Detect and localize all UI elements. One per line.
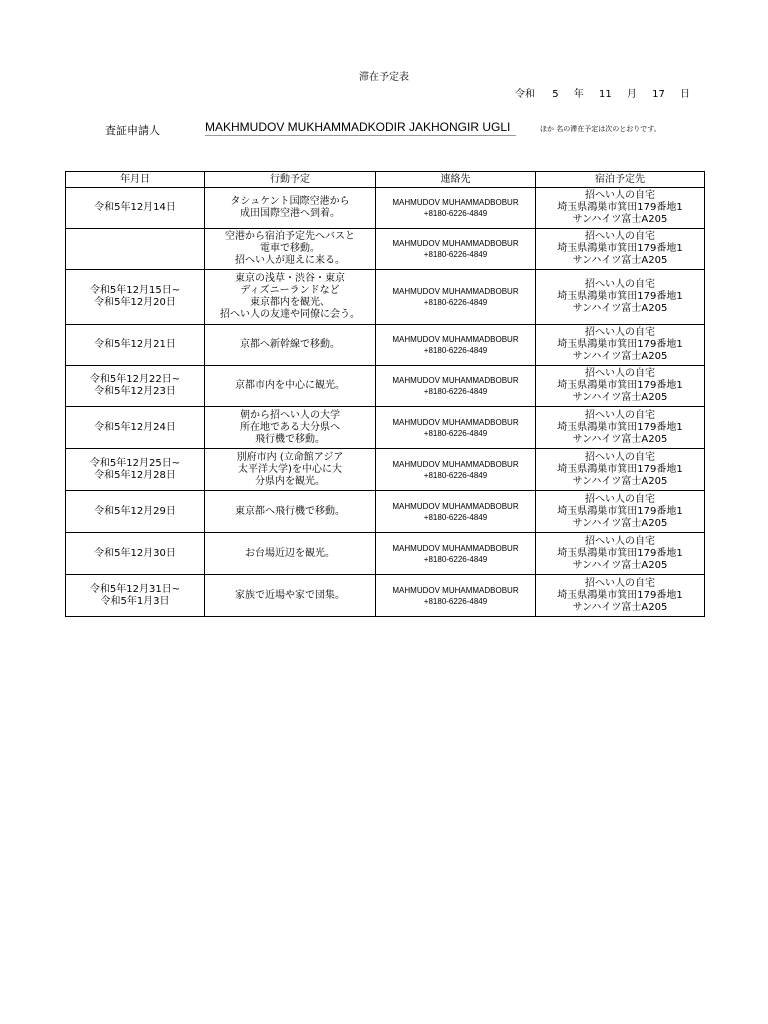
- contact-cell-line: MAHMUDOV MUHAMMADBOBUR: [392, 239, 519, 248]
- contact-cell-line: +8180-6226-4849: [423, 470, 488, 480]
- contact-cell-line: MAHMUDOV MUHAMMADBOBUR: [392, 335, 519, 344]
- lodging-cell-line: サンハイツ富士A205: [572, 303, 668, 314]
- lodging-cell-line: 招へい人の自宅: [585, 327, 655, 338]
- lodging-cell-line: サンハイツ富士A205: [572, 517, 668, 529]
- activity-cell-line: 所在地である大分県へ: [240, 421, 340, 433]
- date-cell: [66, 229, 205, 270]
- table-row: [66, 533, 705, 575]
- activity-cell-line: 朝から招へい人の大学: [240, 409, 340, 421]
- date-cell-line: 令和5年12月23日: [94, 386, 176, 397]
- date-cell-line: 令和5年12月24日: [94, 421, 176, 433]
- date-cell-line: 令和5年12月21日: [94, 339, 176, 350]
- activity-cell: [205, 325, 376, 366]
- table-row: [66, 407, 705, 449]
- lodging-cell-line: 埼玉県鴻巣市箕田179番地1: [557, 421, 683, 433]
- lodging-cell-line: 招へい人の自宅: [585, 231, 655, 242]
- contact-cell: [376, 270, 536, 325]
- lodging-cell-line: 招へい人の自宅: [585, 409, 655, 421]
- lodging-cell-line: 招へい人の自宅: [585, 451, 655, 463]
- contact-cell-line: +8180-6226-4849: [423, 428, 488, 438]
- activity-cell-line: 招へい人の友達や同僚に会う。: [220, 309, 360, 320]
- lodging-cell: [536, 366, 705, 407]
- table-row: [66, 449, 705, 491]
- contact-cell-line: MAHMUDOV MUHAMMADBOBUR: [392, 376, 519, 385]
- lodging-cell-line: 招へい人の自宅: [585, 577, 655, 589]
- schedule-body: [66, 188, 705, 617]
- activity-cell: [205, 270, 376, 325]
- contact-cell: [376, 366, 536, 407]
- contact-cell: [376, 533, 536, 575]
- activity-cell-line: 招へい人が迎えに来る。: [235, 255, 345, 266]
- contact-cell-line: +8180-6226-4849: [423, 554, 488, 564]
- activity-cell: [205, 575, 376, 617]
- header-activity: 行動予定: [205, 172, 376, 188]
- date-cell-line: 令和5年12月25日~: [89, 457, 181, 469]
- header-date: 年月日: [66, 172, 205, 188]
- lodging-cell-line: 埼玉県鴻巣市箕田179番地1: [557, 463, 683, 475]
- lodging-cell-line: サンハイツ富士A205: [572, 433, 668, 445]
- contact-cell: [376, 407, 536, 449]
- activity-cell: [205, 491, 376, 533]
- activity-cell-line: 成田国際空港へ到着。: [240, 208, 340, 219]
- date-month-unit: 月: [626, 89, 637, 100]
- activity-cell-line: 分県内を観光。: [255, 475, 325, 487]
- activity-cell: [205, 533, 376, 575]
- lodging-cell: [536, 533, 705, 575]
- contact-cell-line: MAHMUDOV MUHAMMADBOBUR: [392, 585, 519, 595]
- lodging-cell: [536, 229, 705, 270]
- schedule-table: [65, 171, 705, 617]
- activity-cell-line: 京都へ新幹線で移動。: [240, 339, 340, 350]
- table-row: [66, 491, 705, 533]
- lodging-cell-line: 埼玉県鴻巣市箕田179番地1: [557, 291, 683, 302]
- lodging-cell-line: 埼玉県鴻巣市箕田179番地1: [557, 589, 683, 601]
- contact-cell-line: MAHMUDOV MUHAMMADBOBUR: [392, 501, 519, 511]
- date-cell-line: 令和5年12月28日: [94, 469, 176, 481]
- table-row: [66, 270, 705, 325]
- applicant-name: MAKHMUDOV MUKHAMMADKODIR JAKHONGIR UGLI: [205, 120, 516, 136]
- contact-cell-line: +8180-6226-4849: [423, 298, 488, 307]
- activity-cell-line: タシュケント国際空港から: [230, 196, 350, 207]
- lodging-cell-line: サンハイツ富士A205: [572, 351, 668, 362]
- lodging-cell: [536, 188, 705, 229]
- contact-cell-line: MAHMUDOV MUHAMMADBOBUR: [392, 459, 519, 469]
- activity-cell-line: 太平洋大学)を中心に大: [238, 463, 342, 475]
- header-contact: 連絡先: [376, 172, 536, 188]
- lodging-cell-line: サンハイツ富士A205: [572, 392, 668, 403]
- date-cell-line: 令和5年12月29日: [94, 505, 176, 517]
- contact-cell: [376, 491, 536, 533]
- lodging-cell: [536, 407, 705, 449]
- lodging-cell: [536, 325, 705, 366]
- contact-cell: [376, 188, 536, 229]
- table-row: [66, 366, 705, 407]
- date-cell-line: 令和5年1月3日: [100, 595, 170, 607]
- date-cell-line: 令和5年12月15日~: [89, 285, 181, 296]
- activity-cell-line: 京都市内を中心に観光。: [235, 380, 345, 391]
- header-lodging: 宿泊予定先: [536, 172, 705, 188]
- date-cell: [66, 575, 205, 617]
- activity-cell-line: 別府市内 (立命館アジア: [236, 451, 344, 463]
- contact-cell: [376, 449, 536, 491]
- applicant-note: ほか 名の滞在予定は次のとおりです。: [540, 125, 661, 133]
- lodging-cell-line: 埼玉県鴻巣市箕田179番地1: [557, 339, 683, 350]
- lodging-cell: [536, 270, 705, 325]
- date-cell: [66, 325, 205, 366]
- contact-cell-line: MAHMUDOV MUHAMMADBOBUR: [392, 198, 519, 207]
- lodging-cell: [536, 575, 705, 617]
- contact-cell-line: MAHMUDOV MUHAMMADBOBUR: [392, 417, 519, 427]
- activity-cell-line: 空港から宿泊予定先へバスと: [225, 231, 355, 242]
- date-year-unit: 年: [573, 89, 584, 100]
- lodging-cell: [536, 491, 705, 533]
- activity-cell: [205, 366, 376, 407]
- contact-cell: [376, 575, 536, 617]
- lodging-cell-line: サンハイツ富士A205: [572, 601, 668, 613]
- contact-cell-line: +8180-6226-4849: [423, 596, 488, 606]
- activity-cell-line: 東京都へ飛行機で移動。: [235, 505, 345, 517]
- activity-cell: [205, 229, 376, 270]
- date-cell: [66, 491, 205, 533]
- contact-cell-line: +8180-6226-4849: [423, 387, 488, 396]
- lodging-cell-line: 招へい人の自宅: [585, 368, 655, 379]
- lodging-cell-line: 埼玉県鴻巣市箕田179番地1: [557, 505, 683, 517]
- table-row: [66, 188, 705, 229]
- date-cell: [66, 533, 205, 575]
- activity-cell: [205, 449, 376, 491]
- activity-cell-line: ディズニーランドなど: [240, 285, 340, 296]
- contact-cell-line: +8180-6226-4849: [423, 512, 488, 522]
- date-cell-line: 令和5年12月20日: [94, 297, 176, 308]
- activity-cell-line: 家族で近場や家で団集。: [235, 589, 345, 601]
- lodging-cell-line: 埼玉県鴻巣市箕田179番地1: [557, 202, 683, 213]
- contact-cell-line: +8180-6226-4849: [423, 250, 488, 259]
- date-cell-line: 令和5年12月30日: [94, 547, 176, 559]
- activity-cell-line: お台場近辺を観光。: [245, 547, 335, 559]
- date-day: 17: [652, 89, 665, 100]
- activity-cell: [205, 407, 376, 449]
- contact-cell-line: +8180-6226-4849: [423, 209, 488, 218]
- document-title: 滞在予定表: [359, 72, 409, 83]
- contact-cell-line: MAHMUDOV MUHAMMADBOBUR: [392, 543, 519, 553]
- date-month: 11: [598, 89, 612, 100]
- lodging-cell-line: 埼玉県鴻巣市箕田179番地1: [557, 380, 683, 391]
- table-row: [66, 575, 705, 617]
- date-era: 令和: [515, 89, 536, 100]
- contact-cell: [376, 325, 536, 366]
- contact-cell-line: +8180-6226-4849: [423, 346, 488, 355]
- activity-cell-line: 東京都内を観光、: [250, 297, 330, 308]
- date-cell: [66, 449, 205, 491]
- date-cell: [66, 407, 205, 449]
- date-cell: [66, 188, 205, 229]
- date-day-unit: 日: [680, 89, 690, 100]
- lodging-cell: [536, 449, 705, 491]
- activity-cell-line: 電車で移動。: [260, 243, 320, 254]
- date-cell-line: 令和5年12月22日~: [89, 374, 181, 385]
- lodging-cell-line: サンハイツ富士A205: [572, 255, 668, 266]
- lodging-cell-line: 招へい人の自宅: [585, 279, 655, 290]
- contact-cell: [376, 229, 536, 270]
- date-cell-line: 令和5年12月31日~: [89, 583, 181, 595]
- table-row: [66, 229, 705, 270]
- lodging-cell-line: 埼玉県鴻巣市箕田179番地1: [557, 243, 683, 254]
- table-row: [66, 325, 705, 366]
- lodging-cell-line: サンハイツ富士A205: [572, 559, 668, 571]
- lodging-cell-line: 招へい人の自宅: [585, 535, 655, 547]
- lodging-cell-line: サンハイツ富士A205: [572, 475, 668, 487]
- activity-cell: [205, 188, 376, 229]
- lodging-cell-line: 招へい人の自宅: [585, 190, 655, 201]
- table-header-row: [66, 172, 705, 188]
- document-date: [515, 85, 690, 100]
- date-cell: [66, 366, 205, 407]
- lodging-cell-line: 招へい人の自宅: [585, 493, 655, 505]
- contact-cell-line: MAHMUDOV MUHAMMADBOBUR: [392, 287, 519, 296]
- lodging-cell-line: 埼玉県鴻巣市箕田179番地1: [557, 547, 683, 559]
- date-year: 5: [552, 89, 559, 100]
- activity-cell-line: 東京の浅草・渋谷・東京: [235, 273, 345, 284]
- date-cell: [66, 270, 205, 325]
- date-cell-line: 令和5年12月14日: [94, 202, 176, 213]
- lodging-cell-line: サンハイツ富士A205: [572, 214, 668, 225]
- applicant-label: 査証申請人: [105, 124, 160, 137]
- activity-cell-line: 飛行機で移動。: [255, 433, 325, 445]
